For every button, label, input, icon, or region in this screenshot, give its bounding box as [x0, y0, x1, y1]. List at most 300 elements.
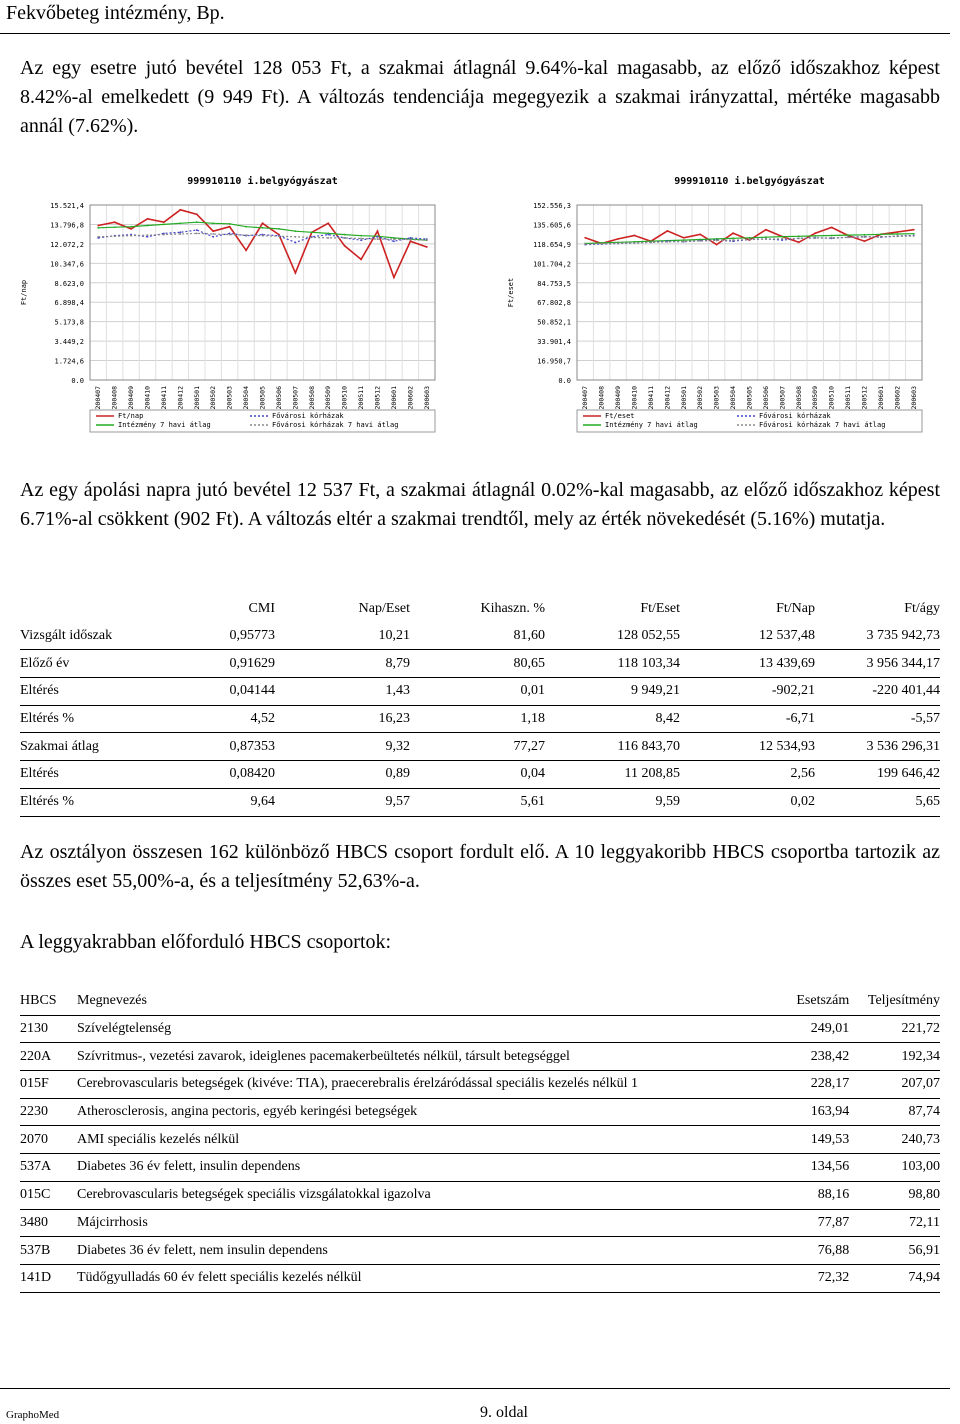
data-point [114, 235, 116, 237]
stats-cell: 12 534,93 [680, 733, 815, 761]
data-point [278, 228, 280, 230]
y-tick-label: 1.724,6 [54, 357, 84, 366]
hbcs-row [20, 1126, 940, 1154]
paragraph-per-day-revenue: Az egy ápolási napra jutó bevétel 12 537 Ft, a szakmai átlagnál 0.02%-kal magasabb, az előző időszakhoz képest 6.71%-al csökkent (902 Ft). A változás eltér a szakmai trendtől, mely az érték növekedését (5.16%) mutatja. [20, 479, 940, 530]
x-tick-label: 200507 [778, 386, 787, 410]
data-point [409, 240, 411, 242]
data-point [798, 241, 800, 243]
paragraph-hbcs-summary: Az osztályon összesen 162 különböző HBCS csoport fordult elő. A 10 leggyakoribb HBCS csoportba tartozik az összes eset 55,00%-a, és a teljesítmény 52,63%-a. [20, 841, 940, 892]
data-point [163, 221, 165, 223]
y-tick-label: 16.950,7 [537, 357, 571, 366]
section-heading: A leggyakrabban előforduló HBCS csoportok: [20, 931, 392, 953]
data-point [294, 230, 296, 232]
data-point [311, 236, 313, 238]
hbcs-cell: 015F [20, 1071, 77, 1099]
data-point [360, 258, 362, 260]
stats-row [20, 733, 940, 761]
hbcs-cell: 88,16 [783, 1181, 850, 1209]
data-point [245, 249, 247, 251]
stats-cell: Szakmai átlag [20, 733, 155, 761]
data-point [426, 246, 428, 248]
hbcs-cell: 76,88 [783, 1237, 850, 1265]
data-point [864, 236, 866, 238]
stats-cell: 10,21 [275, 623, 410, 650]
data-point [864, 240, 866, 242]
data-point [278, 235, 280, 237]
hbcs-cell: 537A [20, 1154, 77, 1182]
data-point [666, 241, 668, 243]
data-point [294, 272, 296, 274]
stats-header-cell: Ft/Eset [640, 601, 680, 617]
hbcs-cell: Szívritmus-, vezetési zavarok, ideiglenes pacemakerbeültetés nélkül, társult betegséggel [77, 1043, 783, 1071]
x-tick-label: 200409 [127, 386, 136, 410]
y-tick-label: 8.623,0 [54, 279, 84, 288]
data-point [896, 231, 898, 233]
hbcs-cell: Cerebrovascularis betegségek (kivéve: TIA), praecerebralis érelzáródással speciális kezelés nélkül 1 [77, 1071, 783, 1099]
x-tick-label: 200502 [209, 386, 218, 410]
hbcs-header-cell: Megnevezés [77, 988, 783, 1015]
stats-cell: 12 537,48 [680, 623, 815, 650]
stats-cell: -5,57 [815, 705, 940, 733]
data-point [896, 233, 898, 235]
x-tick-label: 200501 [192, 386, 201, 410]
data-point [179, 222, 181, 224]
hbcs-row [20, 1015, 940, 1043]
x-tick-label: 200507 [291, 386, 300, 410]
data-point [896, 235, 898, 237]
chart-ft-per-case [497, 170, 952, 440]
data-point [617, 242, 619, 244]
stats-cell: 9,32 [275, 733, 410, 761]
x-tick-label: 200505 [258, 386, 267, 410]
data-point [601, 243, 603, 245]
x-tick-label: 200512 [860, 386, 869, 410]
data-point [360, 235, 362, 237]
x-tick-label: 200411 [159, 386, 168, 410]
data-point [393, 276, 395, 278]
stats-cell: 77,27 [410, 733, 545, 761]
data-point [212, 230, 214, 232]
data-point [245, 234, 247, 236]
hbcs-row [20, 1154, 940, 1182]
data-point [377, 236, 379, 238]
data-point [847, 234, 849, 236]
x-tick-label: 200509 [811, 386, 820, 410]
data-point [798, 235, 800, 237]
data-point [749, 237, 751, 239]
stats-cell: Vizsgált időszak [20, 623, 155, 650]
stats-header-cell [20, 596, 155, 623]
stats-cell: 2,56 [680, 761, 815, 789]
data-point [913, 235, 915, 237]
data-point [344, 245, 346, 247]
hbcs-row [20, 1209, 940, 1237]
stats-cell: 0,87353 [155, 733, 275, 761]
data-point [409, 237, 411, 239]
hbcs-cell: 015C [20, 1181, 77, 1209]
stats-row [20, 705, 940, 733]
data-point [163, 234, 165, 236]
hbcs-cell: Cerebrovascularis betegségek speciális vizsgálatokkal igazolva [77, 1181, 783, 1209]
hbcs-row [20, 1237, 940, 1265]
x-tick-label: 200511 [844, 386, 853, 410]
stats-row [20, 650, 940, 678]
stats-cell: 11 208,85 [545, 761, 680, 789]
stats-header-cell: CMI [248, 601, 275, 617]
data-point [765, 229, 767, 231]
data-point [650, 241, 652, 243]
hbcs-row [20, 1043, 940, 1071]
data-point [147, 225, 149, 227]
stats-cell: -6,71 [680, 705, 815, 733]
data-point [847, 237, 849, 239]
stats-cell: 3 735 942,73 [815, 623, 940, 650]
y-tick-label: 3.449,2 [54, 338, 84, 347]
data-point [880, 233, 882, 235]
chart-title: 999910110 i.belgyógyászat [187, 176, 338, 187]
data-point [732, 237, 734, 239]
hbcs-table [20, 988, 940, 1293]
hbcs-cell: 221,72 [849, 1015, 940, 1043]
stats-cell: 0,95773 [155, 623, 275, 650]
stats-cell: 199 646,42 [815, 761, 940, 789]
data-point [634, 235, 636, 237]
data-point [262, 235, 264, 237]
data-point [229, 234, 231, 236]
data-point [749, 239, 751, 241]
stats-cell: 1,18 [410, 705, 545, 733]
stats-cell: 0,02 [680, 788, 815, 816]
hbcs-cell: Diabetes 36 év felett, nem insulin dependens [77, 1237, 783, 1265]
footer-brand: GraphoMed [6, 1409, 60, 1421]
stats-cell: 116 843,70 [545, 733, 680, 761]
data-point [245, 226, 247, 228]
stats-cell: 0,01 [410, 678, 545, 706]
x-tick-label: 200510 [340, 386, 349, 410]
stats-row [20, 623, 940, 650]
hbcs-cell: Diabetes 36 év felett, insulin dependens [77, 1154, 783, 1182]
hbcs-row [20, 1264, 940, 1292]
data-point [114, 226, 116, 228]
data-point [617, 238, 619, 240]
x-tick-label: 200512 [373, 386, 382, 410]
x-tick-label: 200408 [110, 386, 119, 410]
x-tick-label: 200510 [827, 386, 836, 410]
data-point [147, 236, 149, 238]
data-point [360, 239, 362, 241]
hbcs-cell: 2070 [20, 1126, 77, 1154]
stats-cell: Eltérés % [20, 705, 155, 733]
data-point [179, 209, 181, 211]
hbcs-cell: 134,56 [783, 1154, 850, 1182]
legend-label: Fővárosi kórházak 7 havi átlag [759, 421, 886, 429]
x-tick-label: 200509 [324, 386, 333, 410]
x-tick-label: 200502 [696, 386, 705, 410]
x-tick-label: 200407 [94, 386, 103, 410]
data-point [732, 239, 734, 241]
hbcs-cell: Szívelégtelenség [77, 1015, 783, 1043]
data-point [781, 238, 783, 240]
data-point [97, 225, 99, 227]
x-tick-label: 200412 [176, 386, 185, 410]
stats-cell: -220 401,44 [815, 678, 940, 706]
hbcs-cell: 249,01 [783, 1015, 850, 1043]
data-point [130, 235, 132, 237]
hbcs-row [20, 1181, 940, 1209]
y-tick-label: 135.605,6 [533, 221, 571, 230]
data-point [311, 231, 313, 233]
stats-table [20, 596, 940, 817]
chart-title: 999910110 i.belgyógyászat [674, 176, 825, 187]
data-point [97, 227, 99, 229]
stats-cell: 16,23 [275, 705, 410, 733]
stats-cell: -902,21 [680, 678, 815, 706]
paragraph-per-case-revenue: Az egy esetre jutó bevétel 128 053 Ft, a szakmai átlagnál 9.64%-kal magasabb, az előző időszakhoz képest 8.42%-al emelkedett (9 949 Ft). A változás tendenciája megegyezik a szakmai irányzattal, mértéke magasabb annál (7.62%). [20, 57, 940, 137]
data-point [130, 228, 132, 230]
stats-cell: 0,04 [410, 761, 545, 789]
data-point [360, 238, 362, 240]
hbcs-header-cell: Esetszám [783, 988, 850, 1015]
hbcs-header-row [20, 988, 940, 1015]
hbcs-cell: 56,91 [849, 1237, 940, 1265]
data-point [732, 232, 734, 234]
x-tick-label: 200503 [225, 386, 234, 410]
hbcs-row [20, 1098, 940, 1126]
data-point [666, 230, 668, 232]
x-tick-label: 200601 [389, 386, 398, 410]
data-point [327, 222, 329, 224]
data-point [814, 232, 816, 234]
data-point [831, 235, 833, 237]
x-tick-label: 200508 [307, 386, 316, 410]
data-point [393, 240, 395, 242]
legend-label: Ft/eset [605, 412, 635, 420]
stats-cell: 0,08420 [155, 761, 275, 789]
chart-ft-per-day-svg [10, 170, 465, 440]
stats-header-cell: Kihaszn. % [480, 601, 545, 617]
stats-cell: 118 103,34 [545, 650, 680, 678]
stats-cell: Eltérés [20, 761, 155, 789]
data-point [212, 222, 214, 224]
data-point [683, 237, 685, 239]
data-point [294, 242, 296, 244]
hbcs-row [20, 1071, 940, 1099]
y-tick-label: 6.898,4 [54, 299, 84, 308]
x-tick-label: 200410 [143, 386, 152, 410]
y-tick-label: 0.0 [71, 377, 84, 385]
page-number: 9. oldal [480, 1404, 528, 1421]
hbcs-cell: 72,32 [783, 1264, 850, 1292]
data-point [634, 242, 636, 244]
stats-cell: 8,79 [275, 650, 410, 678]
legend-label: Ft/nap [118, 412, 144, 420]
data-point [262, 222, 264, 224]
data-point [831, 227, 833, 229]
stats-cell: Eltérés [20, 678, 155, 706]
x-tick-label: 200409 [614, 386, 623, 410]
stats-header-cell: Nap/Eset [358, 601, 410, 617]
hbcs-cell: 87,74 [849, 1098, 940, 1126]
legend-label: Fővárosi kórházak 7 havi átlag [272, 421, 399, 429]
stats-cell: 9,57 [275, 788, 410, 816]
data-point [426, 239, 428, 241]
x-tick-label: 200412 [663, 386, 672, 410]
x-tick-label: 200408 [597, 386, 606, 410]
data-point [196, 233, 198, 235]
stats-row [20, 761, 940, 789]
data-point [212, 233, 214, 235]
stats-header-cell: Ft/ágy [904, 601, 940, 617]
data-point [377, 238, 379, 240]
chart-ft-per-case-svg [497, 170, 952, 440]
data-point [179, 231, 181, 233]
data-point [344, 237, 346, 239]
hbcs-cell: 3480 [20, 1209, 77, 1237]
x-tick-label: 200504 [729, 386, 738, 410]
stats-cell: Előző év [20, 650, 155, 678]
data-point [584, 243, 586, 245]
x-tick-label: 200601 [876, 386, 885, 410]
legend-label: Fővárosi kórházak [272, 412, 344, 420]
y-tick-label: 10.347,6 [50, 260, 84, 269]
hbcs-cell: Atherosclerosis, angina pectoris, egyéb keringési betegségek [77, 1098, 783, 1126]
page-footer [0, 1388, 950, 1424]
data-point [814, 235, 816, 237]
hbcs-cell: Májcirrhosis [77, 1209, 783, 1237]
data-point [179, 233, 181, 235]
stats-cell: 4,52 [155, 705, 275, 733]
hbcs-cell: 72,11 [849, 1209, 940, 1237]
stats-cell: 81,60 [410, 623, 545, 650]
stats-cell: 3 956 344,17 [815, 650, 940, 678]
hbcs-cell: 149,53 [783, 1126, 850, 1154]
data-point [765, 238, 767, 240]
data-point [212, 236, 214, 238]
y-tick-label: 33.901,4 [537, 338, 571, 347]
data-point [114, 221, 116, 223]
stats-cell: 0,91629 [155, 650, 275, 678]
data-point [130, 226, 132, 228]
hbcs-cell: 192,34 [849, 1043, 940, 1071]
stats-header-row [20, 596, 940, 623]
data-point [229, 223, 231, 225]
y-tick-label: 5.173,8 [54, 318, 84, 327]
hbcs-cell: 163,94 [783, 1098, 850, 1126]
stats-cell: 5,65 [815, 788, 940, 816]
data-point [196, 229, 198, 231]
data-point [798, 238, 800, 240]
x-tick-label: 200603 [422, 386, 431, 410]
x-tick-label: 200508 [794, 386, 803, 410]
stats-cell: 9,64 [155, 788, 275, 816]
stats-cell: 128 052,55 [545, 623, 680, 650]
hbcs-cell: AMI speciális kezelés nélkül [77, 1126, 783, 1154]
hbcs-header-cell: HBCS [20, 988, 77, 1015]
y-tick-label: 13.796,8 [50, 221, 84, 230]
data-point [409, 239, 411, 241]
hbcs-cell: 207,07 [849, 1071, 940, 1099]
legend-label: Intézmény 7 havi átlag [605, 421, 698, 429]
data-point [814, 237, 816, 239]
stats-cell: 13 439,69 [680, 650, 815, 678]
data-point [781, 236, 783, 238]
stats-cell: Eltérés % [20, 788, 155, 816]
data-point [147, 218, 149, 220]
data-point [344, 234, 346, 236]
data-point [683, 241, 685, 243]
hbcs-cell: 103,00 [849, 1154, 940, 1182]
hbcs-cell: 74,94 [849, 1264, 940, 1292]
x-tick-label: 200505 [745, 386, 754, 410]
data-point [716, 240, 718, 242]
x-tick-label: 200410 [630, 386, 639, 410]
stats-row [20, 788, 940, 816]
stats-cell: 9 949,21 [545, 678, 680, 706]
y-tick-label: 50.852,1 [537, 318, 571, 327]
hbcs-cell: 220A [20, 1043, 77, 1071]
hbcs-cell: 77,87 [783, 1209, 850, 1237]
x-tick-label: 200411 [646, 386, 655, 410]
hbcs-cell: 141D [20, 1264, 77, 1292]
data-point [327, 234, 329, 236]
y-tick-label: 67.802,8 [537, 299, 571, 308]
data-point [880, 236, 882, 238]
x-tick-label: 200503 [712, 386, 721, 410]
stats-cell: 8,42 [545, 705, 680, 733]
data-point [913, 233, 915, 235]
y-tick-label: 101.704,2 [533, 260, 571, 269]
stats-cell: 1,43 [275, 678, 410, 706]
stats-row [20, 678, 940, 706]
stats-header-cell: Ft/Nap [776, 601, 815, 617]
hbcs-cell: 2230 [20, 1098, 77, 1126]
hbcs-cell: 238,42 [783, 1043, 850, 1071]
data-point [163, 224, 165, 226]
y-tick-label: 118.654,9 [533, 240, 571, 249]
data-point [97, 236, 99, 238]
y-tick-label: 152.556,3 [533, 202, 571, 210]
hbcs-cell: 537B [20, 1237, 77, 1265]
stats-cell: 9,59 [545, 788, 680, 816]
x-tick-label: 200504 [242, 386, 251, 410]
data-point [716, 244, 718, 246]
chart-ft-per-day [10, 170, 465, 440]
data-point [584, 237, 586, 239]
hbcs-header-cell: Teljesítmény [849, 988, 940, 1015]
stats-cell: 0,04144 [155, 678, 275, 706]
x-tick-label: 200602 [893, 386, 902, 410]
hbcs-cell: 240,73 [849, 1126, 940, 1154]
header-title: Fekvőbeteg intézmény, Bp. [6, 2, 225, 24]
stats-cell: 80,65 [410, 650, 545, 678]
hbcs-cell: 2130 [20, 1015, 77, 1043]
x-tick-label: 200511 [357, 386, 366, 410]
hbcs-cell: 98,80 [849, 1181, 940, 1209]
y-tick-label: 0.0 [558, 377, 571, 385]
data-point [831, 237, 833, 239]
x-tick-label: 200603 [909, 386, 918, 410]
y-axis-label: Ft/eset [507, 277, 515, 308]
x-tick-label: 200407 [581, 386, 590, 410]
data-point [229, 226, 231, 228]
data-point [294, 236, 296, 238]
data-point [196, 221, 198, 223]
data-point [864, 234, 866, 236]
x-tick-label: 200506 [274, 386, 283, 410]
data-point [393, 238, 395, 240]
data-point [913, 229, 915, 231]
data-point [699, 233, 701, 235]
